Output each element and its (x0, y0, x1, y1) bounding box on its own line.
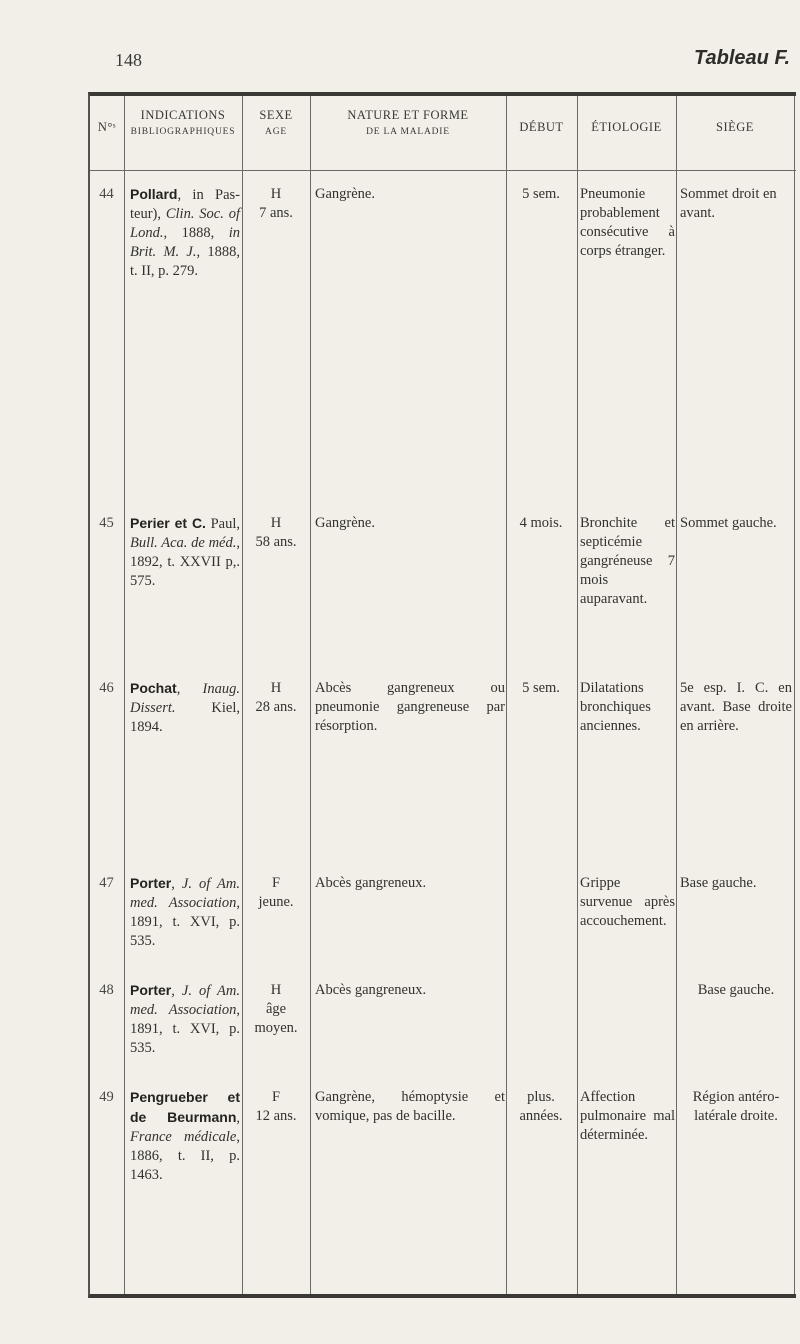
row-age: 28 ans. (255, 699, 297, 715)
header-sexe-line2: AGE (265, 127, 287, 138)
column-rule (577, 96, 578, 1294)
row-ref-b: Bull. Aca. de méd. (130, 535, 237, 551)
row-ref-c: Kiel, 1894. (130, 700, 240, 735)
row-sexe-age (246, 874, 306, 912)
row-sexe: F (271, 875, 281, 891)
row-etiologie: Affection pulmonaire mal déterminée. (580, 1089, 675, 1143)
header-nature-line2: DE LA MALADIE (366, 127, 450, 138)
header-nature (310, 106, 506, 140)
column-rule (310, 96, 311, 1294)
row-sexe-age (246, 185, 306, 223)
row-nature: Gangrène, hémoptysie et vomique, pas de bacille. (315, 1089, 505, 1124)
header-num: N°ˢ (97, 120, 117, 134)
row-etiologie: Bronchite et septicémie gangréneuse 7 mois auparavant. (580, 515, 675, 607)
row-ref-a: , (236, 1110, 240, 1126)
column-rule (124, 96, 125, 1294)
row-author: Porter (130, 982, 172, 998)
running-title: Tableau F. (694, 47, 790, 69)
row-ref-c: Clin. Soc. of Lond. (130, 206, 241, 241)
row-sexe: F (271, 1089, 281, 1105)
page-number: 148 (115, 50, 142, 70)
row-number: 48 (99, 982, 114, 998)
row-nature: Gangrène. (315, 186, 375, 202)
row-siege: Base gauche. (680, 875, 757, 891)
row-ref-c: , 1891, t. XVI, p. 535. (130, 1002, 240, 1056)
column-rule (676, 96, 677, 1294)
row-sexe-age (246, 679, 306, 717)
row-etiologie: Dilatations bronchiques anciennes. (580, 680, 651, 734)
row-ref-b: J. of Am. med. Association (130, 983, 241, 1018)
row-sexe-age (246, 981, 306, 1038)
column-rule (242, 96, 243, 1294)
row-ref-a: , in (177, 187, 216, 203)
row-age: jeune. (258, 894, 294, 910)
row-reference (130, 185, 240, 281)
row-number: 47 (99, 875, 114, 891)
row-sexe: H (270, 982, 282, 998)
row-ref-b: Pas-teur), (130, 187, 240, 222)
row-author: Pengrueber et de Beurmann (130, 1089, 240, 1125)
row-sexe: H (270, 515, 282, 531)
row-author: Pollard (130, 186, 178, 202)
row-author: Porter (130, 875, 172, 891)
row-reference (130, 514, 240, 591)
header-sexe (242, 106, 310, 140)
header-sexe-line1: SEXE (259, 108, 293, 122)
row-ref-b: France médicale (130, 1129, 237, 1145)
row-sexe: H (270, 186, 282, 202)
row-nature: Abcès gangreneux ou pneumonie gangreneuse par résorption. (315, 680, 505, 734)
header-siege: SIÈGE (716, 120, 754, 134)
row-ref-c: , 1891, t. XVI, p. 535. (130, 895, 240, 949)
row-nature: Abcès gangreneux. (315, 982, 427, 998)
row-siege: Base gauche. (697, 982, 775, 998)
row-ref-a: , (176, 681, 203, 697)
row-reference (130, 679, 240, 737)
row-author: Pochat (130, 680, 177, 696)
row-reference (130, 981, 240, 1058)
row-debut: 5 sem. (522, 680, 560, 696)
row-siege: Sommet droit en avant. (680, 186, 777, 221)
row-siege: Sommet gauche. (680, 515, 777, 531)
row-number: 49 (99, 1089, 114, 1105)
column-rule (794, 96, 795, 1294)
row-nature: Gangrène. (315, 515, 375, 531)
row-ref-f: , 1888, t. II, p. 279. (130, 244, 240, 279)
row-age: 12 ans. (255, 1108, 297, 1124)
row-age: 58 ans. (255, 534, 297, 550)
row-debut: 4 mois. (519, 515, 563, 531)
row-sexe-age (246, 1088, 306, 1126)
row-number: 46 (99, 680, 114, 696)
row-reference (130, 874, 240, 951)
row-etiologie: Pneumonie probablement consécutive à corps étranger. (580, 186, 675, 259)
row-ref-a: Paul, (210, 516, 240, 532)
row-ref-a: , (171, 876, 182, 892)
row-number: 45 (99, 515, 114, 531)
header-debut: DÉBUT (519, 120, 564, 134)
header-rule (90, 170, 796, 171)
row-number: 44 (99, 186, 114, 202)
row-sexe-age (246, 514, 306, 552)
row-siege: 5e esp. I. C. en avant. Base droite en arrière. (680, 680, 792, 734)
row-reference (130, 1088, 240, 1185)
row-ref-c: , 1892, t. XXVII p,. 575. (130, 535, 240, 589)
header-indications-line1: INDICATIONS (140, 108, 226, 122)
row-nature: Abcès gangreneux. (315, 875, 427, 891)
row-etiologie: Grippe survenue après accouchement. (580, 875, 675, 929)
row-age: 7 ans. (259, 205, 293, 221)
row-ref-a: , (171, 983, 182, 999)
header-etiologie: ÉTIOLOGIE (591, 120, 662, 134)
row-ref-b: J. of Am. med. Association (130, 876, 241, 911)
row-ref-d: , 1888, (163, 225, 229, 241)
page-header (0, 0, 800, 90)
row-ref-c: , 1886, t. II, p. 1463. (130, 1129, 240, 1183)
header-indications (124, 106, 242, 140)
row-author: Perier et C. (130, 515, 206, 531)
row-ref-b: Inaug. Dissert. (130, 681, 240, 716)
data-table (88, 92, 796, 1298)
header-indications-line2: BIBLIOGRAPHIQUES (130, 127, 236, 138)
row-ref-e: in Brit. M. J. (130, 225, 240, 260)
row-debut: 5 sem. (522, 186, 560, 202)
header-nature-line1: NATURE ET FORME (347, 108, 469, 122)
row-siege: Région antéro-latérale droite. (692, 1089, 780, 1124)
row-age: âge moyen. (254, 1001, 298, 1036)
row-debut: plus. années. (519, 1089, 563, 1124)
row-sexe: H (270, 680, 282, 696)
